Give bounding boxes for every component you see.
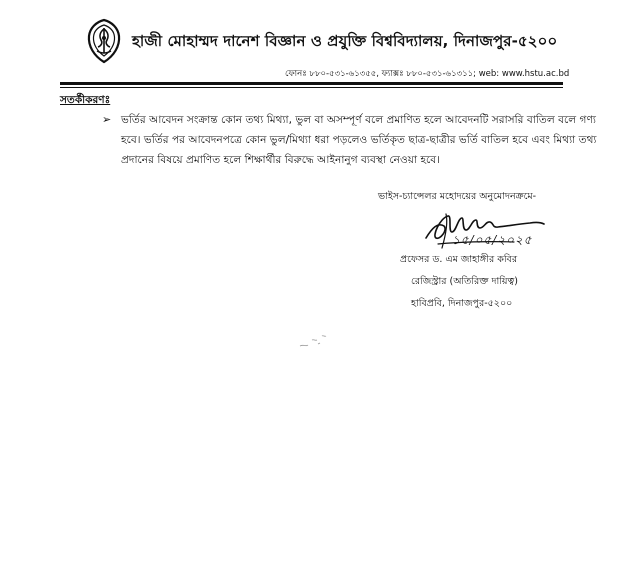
- warning-heading: সতর্কীকরণঃ: [60, 94, 111, 106]
- scan-smudge: [296, 330, 336, 352]
- signer-designation: রেজিস্ট্রার (অতিরিক্ত দায়িত্ব): [411, 276, 518, 287]
- signer-name: প্রফেসর ড. এম জাহাঙ্গীর কবির: [400, 254, 518, 265]
- warning-line: ভর্তির আবেদন সংক্রান্ত কোন তথ্য মিথ্যা, ভুল বা অসম্পূর্ণ বলে প্রমাণিত হলে আবেদনটি সরাসরি বাতিল বলে গণ্য: [121, 114, 596, 126]
- signature-date: ১৫/০৫/২০২৫: [452, 233, 533, 247]
- warning-line: হবে। ভর্তির পর আবেদনপত্রে কোন ভুল/মিথ্যা ধরা পড়লেও ভর্তিকৃত ছাত্র-ছাত্রীর ভর্তি বাতিল হবে এবং মিথ্যা তথ্য: [121, 134, 597, 146]
- warning-line: প্রদানের বিষয়ে প্রমাণিত হলে শিক্ষার্থীর বিরুদ্ধে আইনানুগ ব্যবস্থা নেওয়া হবে।: [121, 154, 440, 166]
- contact-line: ফোনঃ ৮৮০-৫৩১-৬১৩৫৫, ফ্যাক্সঃ ৮৮০-৫৩১-৬১৩১১; web: www.hstu.ac.bd: [285, 69, 570, 79]
- arrow-bullet-icon: ➢: [102, 113, 112, 126]
- header-divider: [60, 82, 563, 85]
- university-emblem-icon: [84, 18, 124, 64]
- header-divider-thin: [60, 87, 563, 88]
- warning-paragraph: [121, 110, 597, 170]
- approval-note: ভাইস-চ্যান্সেলর মহোদয়ের অনুমোদনক্রমে-: [378, 191, 537, 202]
- signer-institute: হাবিপ্রবি, দিনাজপুর-৫২০০: [411, 298, 513, 309]
- university-name: হাজী মোহাম্মদ দানেশ বিজ্ঞান ও প্রযুক্তি বিশ্ববিদ্যালয়, দিনাজপুর-৫২০০: [132, 32, 558, 50]
